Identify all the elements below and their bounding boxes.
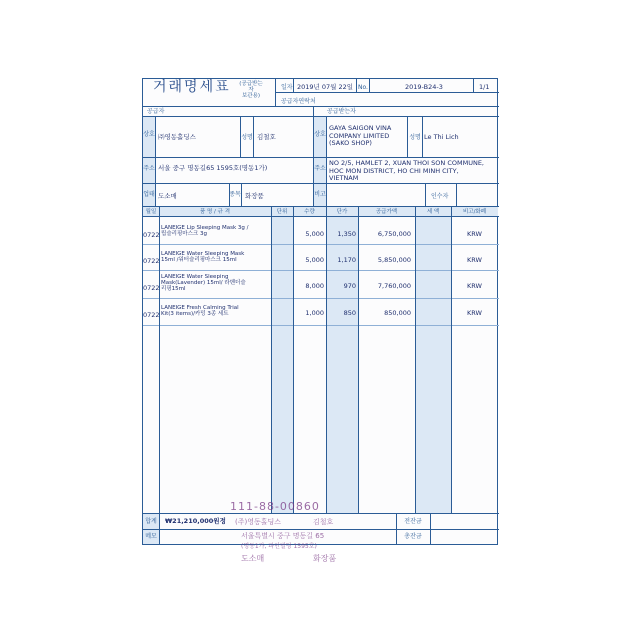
col-header-currency: 비고/화폐 <box>462 209 487 215</box>
row-item-name-line: 리핑15ml <box>161 286 186 292</box>
grid-line <box>407 116 408 157</box>
row-currency: KRW <box>467 230 482 238</box>
supplier-rep-label: 성명 <box>241 134 253 141</box>
row-date: 0722 <box>143 257 160 265</box>
buyer-rep: Le Thi Lich <box>424 133 459 141</box>
grid-line <box>143 513 499 514</box>
buyer-address <box>329 160 484 183</box>
row-price: 850 <box>343 309 356 317</box>
grid-line <box>326 116 327 206</box>
grid-line <box>293 206 294 513</box>
supplier-rep: 김철호 <box>257 133 276 141</box>
buyer-name <box>329 125 391 148</box>
col-header-unit: 단위 <box>276 209 288 215</box>
grid-line <box>143 183 313 184</box>
supplier-name: ㈜영동홀딩스 <box>158 133 196 141</box>
memo-label: 메모 <box>145 533 157 540</box>
grid-line <box>241 183 242 206</box>
grid-line <box>369 79 370 92</box>
grid-line <box>240 116 241 157</box>
grid-line <box>143 270 499 271</box>
column-shade <box>416 217 451 513</box>
supplier-business-label: 업태 <box>143 191 155 198</box>
grid-line <box>356 79 357 92</box>
column-shade <box>272 217 293 513</box>
row-amount: 5,850,000 <box>377 256 411 264</box>
grid-line <box>271 206 272 513</box>
row-qty: 5,000 <box>305 230 324 238</box>
transaction-statement <box>142 78 498 563</box>
row-item-name <box>161 274 246 292</box>
buyer-address-line: VIETNAM <box>329 174 359 182</box>
row-currency: KRW <box>467 282 482 290</box>
stamp-registration-number: 111-88-00860 <box>230 500 320 513</box>
supplier-address: 서울 중구 명동길65 1595호(명동1가) <box>158 164 268 172</box>
row-price: 1,170 <box>337 256 356 264</box>
total-balance-label: 총잔금 <box>404 533 422 540</box>
row-item-name-line: LANEIGE Water Sleeping <box>161 274 229 280</box>
row-amount: 6,750,000 <box>377 230 411 238</box>
row-item-name-line: LANEIGE Fresh Calming Trial <box>161 305 239 311</box>
grid-line <box>293 79 294 92</box>
stamp-address-line: 서울특별시 중구 명동길 65 <box>241 532 325 540</box>
col-header-tax: 세 액 <box>426 209 440 215</box>
row-item-name-line: 15ml /워터슬리핑마스크 15ml <box>161 257 237 263</box>
grid-line <box>313 183 499 184</box>
grid-line <box>143 298 499 299</box>
doc-number: 2019-B24-3 <box>405 83 443 91</box>
row-currency: KRW <box>467 256 482 264</box>
supplier-section-label: 공급자 <box>147 108 165 115</box>
grid-line <box>143 325 499 326</box>
supplier-item-label: 종목 <box>229 191 241 198</box>
row-qty: 5,000 <box>305 256 324 264</box>
copy-type-line: 자 <box>248 87 254 93</box>
stamp-company: (주)영동홀딩스 <box>235 518 282 526</box>
grid-line <box>358 206 359 513</box>
total-label: 합계 <box>145 518 157 525</box>
row-price: 1,350 <box>337 230 356 238</box>
row-date: 0722 <box>143 284 160 292</box>
row-item-name-line: LANEIGE Water Sleeping Mask <box>161 251 245 257</box>
row-date: 0722 <box>143 311 160 319</box>
grid-line <box>415 206 416 513</box>
stamp-item: 화장품 <box>313 554 337 563</box>
row-qty: 1,000 <box>305 309 324 317</box>
stamp-address-line: (명동1가, 파인빌딩 1595호) <box>241 543 317 550</box>
row-item-name-line: Kit(3 items)/카밍 3종 세트 <box>161 311 229 317</box>
copy-type-line: 보관용) <box>241 93 261 99</box>
grid-line <box>451 206 452 513</box>
date-label: 일자 <box>281 84 293 91</box>
grid-line <box>473 79 474 92</box>
copy-type-label <box>235 81 267 99</box>
total-amount: ₩21,210,000원정 <box>165 517 226 525</box>
col-header-qty: 수량 <box>304 209 315 215</box>
buyer-seal-label: 인수자 <box>431 193 449 200</box>
buyer-name-line: GAYA SAIGON VINA <box>329 124 392 132</box>
row-item-name <box>161 305 239 317</box>
grid-line <box>326 206 327 513</box>
buyer-name-line: COMPANY LIMITED <box>329 131 390 140</box>
grid-line <box>143 106 499 107</box>
col-header-item: 품 명 / 규 격 <box>199 209 231 215</box>
col-header-amount: 공급가액 <box>375 209 398 215</box>
buyer-rep-label: 성명 <box>409 134 421 141</box>
grid-line <box>155 116 156 206</box>
grid-line <box>143 244 499 245</box>
grid-line <box>159 513 160 544</box>
doc-no-label: No. <box>358 84 368 91</box>
document-title: 거래명세표 <box>153 79 231 95</box>
grid-line <box>159 206 160 513</box>
grid-line <box>456 183 457 206</box>
grid-line <box>313 157 499 158</box>
row-amount: 850,000 <box>384 309 411 317</box>
grid-line <box>396 513 397 544</box>
buyer-section-label: 공급받는자 <box>327 108 356 115</box>
copy-type-line: (공급받는 <box>239 81 263 87</box>
col-header-date: 월일 <box>145 209 157 215</box>
prev-balance-label: 전잔금 <box>404 518 422 525</box>
supplier-name-label: 상호 <box>143 131 155 138</box>
buyer-note-label: 비고 <box>314 191 326 198</box>
stamp-business: 도소매 <box>241 554 265 563</box>
row-qty: 8,000 <box>305 282 324 290</box>
buyer-address-line: NO 2/5, HAMLET 2, XUAN THOI SON COMMUNE, <box>329 159 484 167</box>
supplier-contact-label: 공급자연락처 <box>281 98 316 105</box>
row-item-name-line: Mask(Lavender) 15ml/ 라벤더슬 <box>161 280 246 286</box>
grid-line <box>430 513 431 544</box>
buyer-address-line: HOC MON DISTRICT, HO CHI MINH CITY, <box>329 166 459 175</box>
date-value: 2019년 07월 22일 <box>297 83 354 91</box>
grid-line <box>143 529 499 530</box>
supplier-business: 도소매 <box>158 192 177 200</box>
row-item-name-line: LANEIGE Lip Sleeping Mask 3g / <box>161 225 249 231</box>
page-indicator: 1/1 <box>479 83 490 91</box>
stamp-representative: 김철호 <box>313 518 334 526</box>
row-item-name <box>161 251 244 263</box>
buyer-address-label: 주소 <box>314 165 326 172</box>
row-date: 0722 <box>143 231 160 239</box>
grid-line <box>425 183 426 206</box>
supplier-item: 화장품 <box>245 192 264 200</box>
buyer-name-line: (SAKO SHOP) <box>329 139 372 147</box>
grid-line <box>143 157 313 158</box>
row-price: 970 <box>343 282 356 290</box>
grid-line <box>422 116 423 157</box>
buyer-name-label: 상호 <box>314 131 326 138</box>
supplier-address-label: 주소 <box>143 165 155 172</box>
row-item-name-line: 립슬리핑마스크 3g <box>161 231 207 237</box>
grid-line <box>253 116 254 157</box>
row-currency: KRW <box>467 309 482 317</box>
row-item-name <box>161 225 249 237</box>
grid-line <box>275 92 499 93</box>
row-amount: 7,760,000 <box>377 282 411 290</box>
grid-line <box>229 183 230 206</box>
col-header-price: 단가 <box>336 209 348 215</box>
